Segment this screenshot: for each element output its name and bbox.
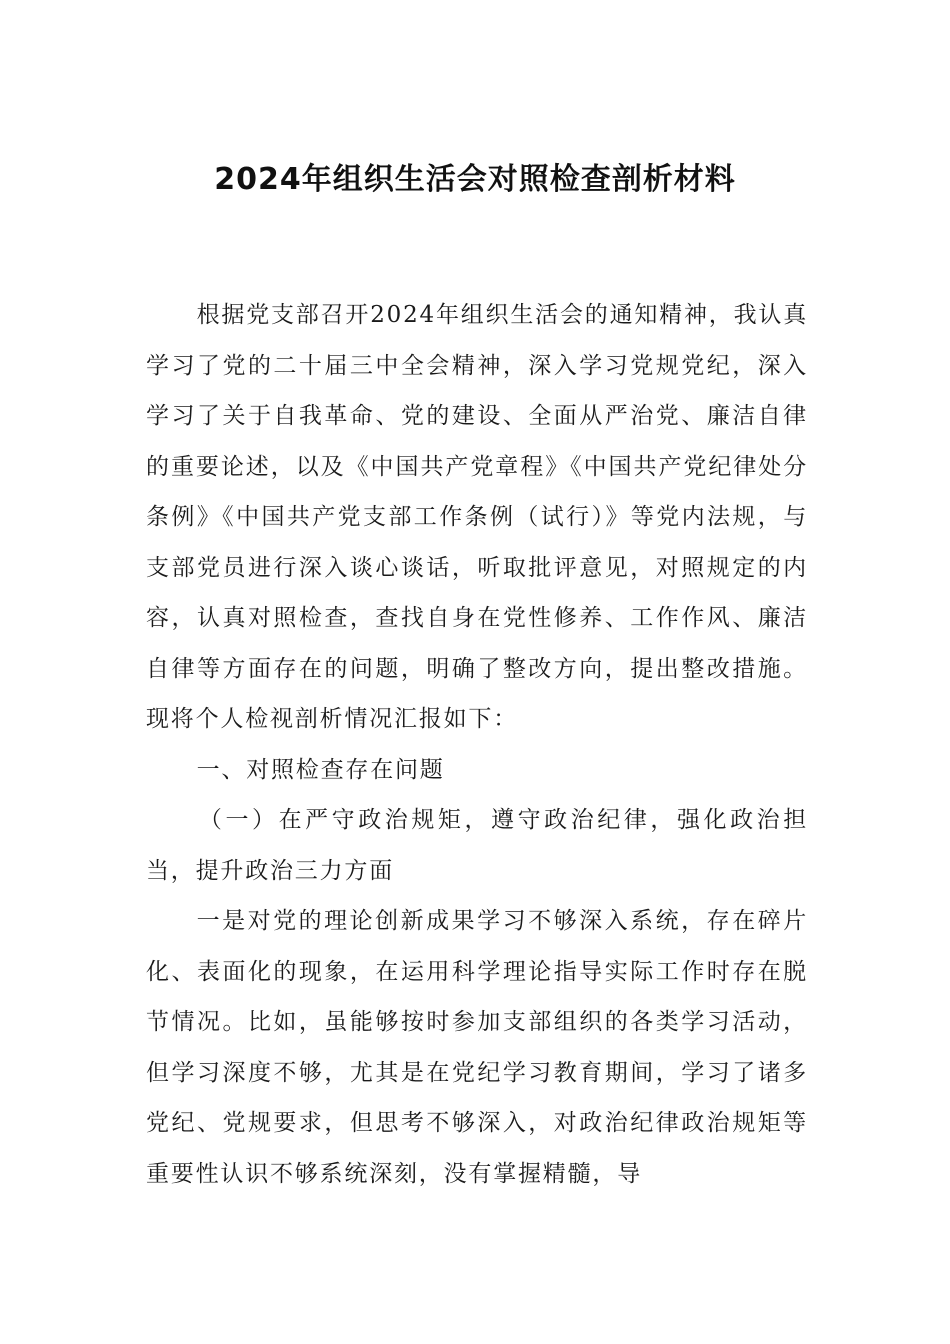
subsection-heading: （一）在严守政治规矩，遵守政治纪律，强化政治担当，提升政治三力方面 (146, 807, 808, 884)
intro-paragraph: 根据党支部召开2024年组织生活会的通知精神，我认真学习了党的二十届三中全会精神，深入学习党规党纪，深入学习了关于自我革命、党的建设、全面从严治党、廉洁自律的重要论述，以及《中国共产党章程》《中国共产党纪律处分条例》《中国共产党支部工作条例（试行）》等党内法规，与支部党员进行深入谈心谈话，听取批评意见，对照规定的内容，认真对照检查，查找自身在党性修养、工作作风、廉洁自律等方面存在的问题，明确了整改方向，提出整改措施。现将个人检视剖析情况汇报如下： (146, 302, 808, 732)
document-body (146, 290, 808, 1199)
section-heading: 一、对照检查存在问题 (196, 756, 445, 783)
document-title: 2024年组织生活会对照检查剖析材料 (214, 162, 736, 197)
body-paragraph: 一是对党的理论创新成果学习不够深入系统，存在碎片化、表面化的现象，在运用科学理论指导实际工作时存在脱节情况。比如，虽能够按时参加支部组织的各类学习活动，但学习深度不够，尤其是在党纪学习教育期间，学习了诸多党纪、党规要求，但思考不够深入，对政治纪律政治规矩等重要性认识不够系统深刻，没有掌握精髓，导 (146, 908, 808, 1187)
